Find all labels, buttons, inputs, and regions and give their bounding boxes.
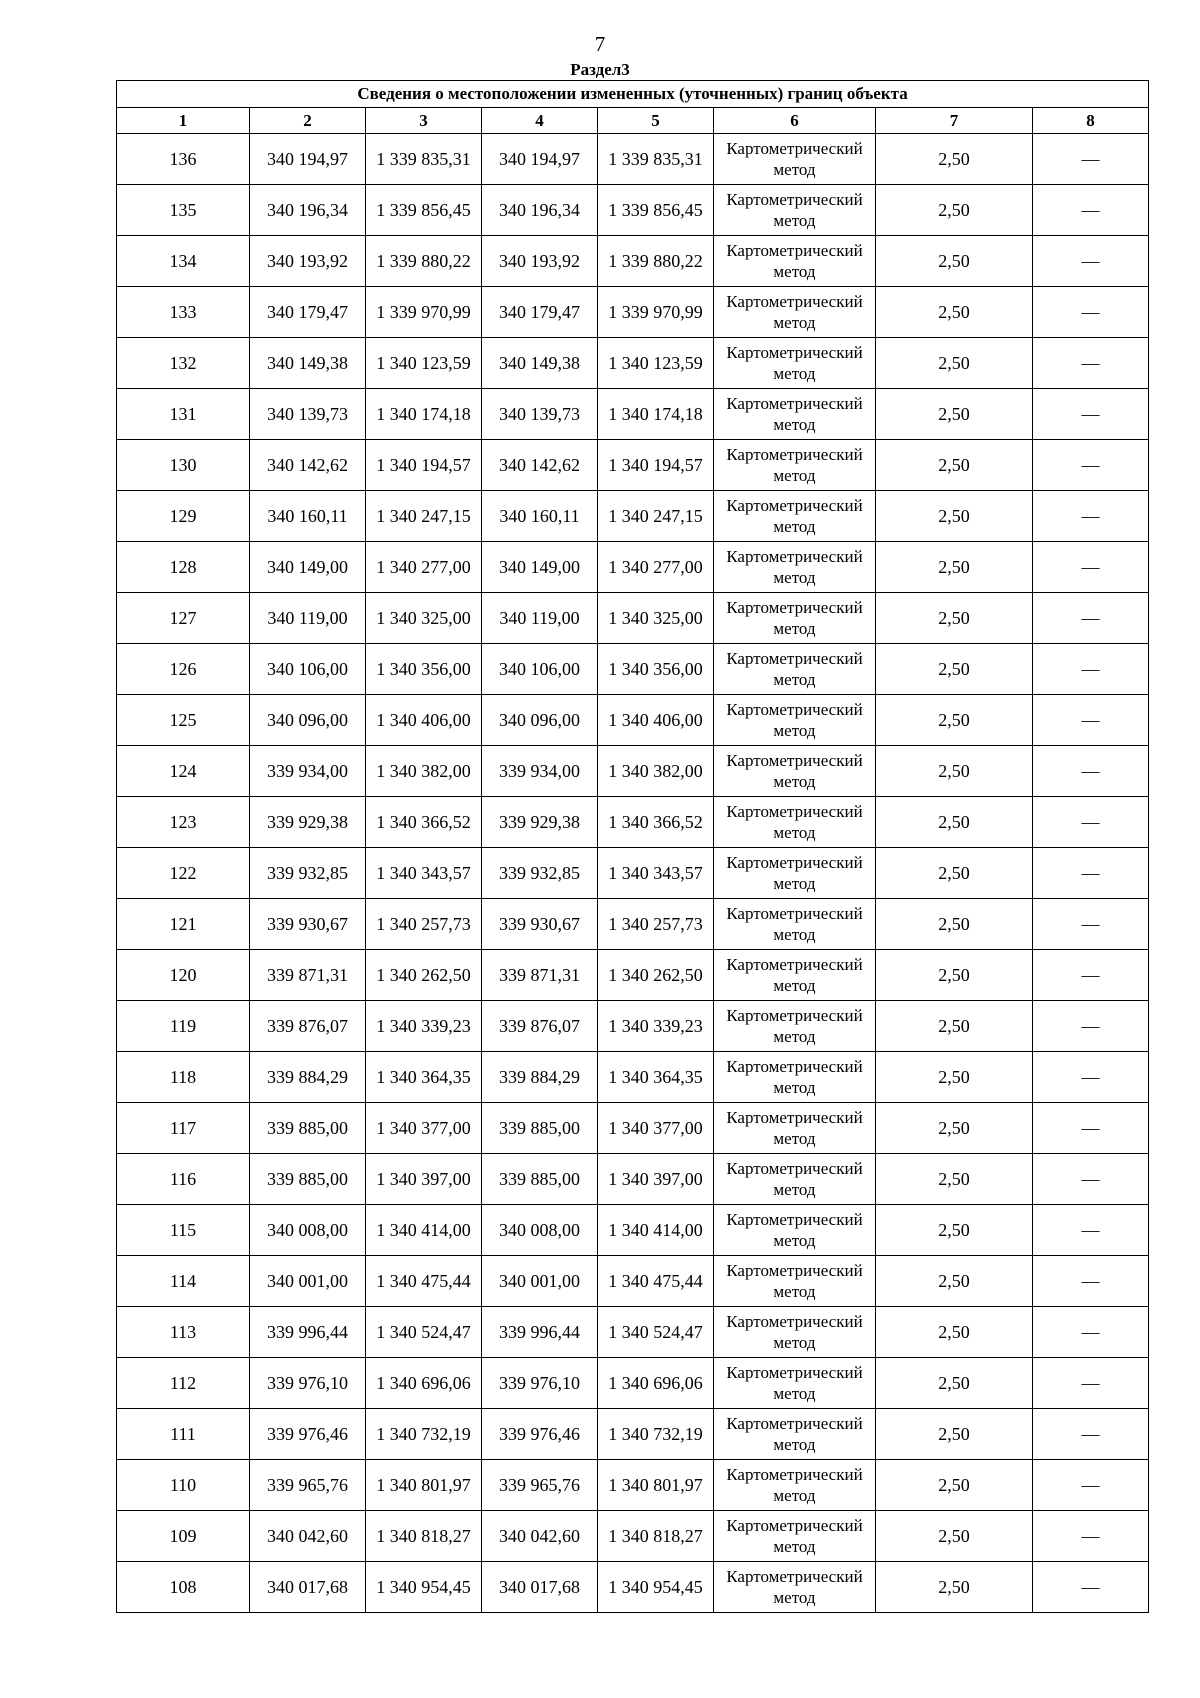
existing-y-cell: 1 340 397,00	[366, 1154, 482, 1205]
new-x-cell: 340 008,00	[482, 1205, 598, 1256]
point-number-cell: 127	[117, 593, 250, 644]
new-y-cell: 1 340 406,00	[598, 695, 714, 746]
existing-y-cell: 1 340 406,00	[366, 695, 482, 746]
existing-x-cell: 340 142,62	[250, 440, 366, 491]
page-number: 7	[594, 32, 606, 56]
point-number-cell: 121	[117, 899, 250, 950]
table-row	[117, 848, 1149, 899]
new-x-cell: 339 996,44	[482, 1307, 598, 1358]
table-row	[117, 1307, 1149, 1358]
existing-y-cell: 1 339 970,99	[366, 287, 482, 338]
new-y-cell: 1 339 856,45	[598, 185, 714, 236]
point-number-cell: 135	[117, 185, 250, 236]
method-cell: Картометрический метод	[714, 644, 876, 695]
new-y-cell: 1 340 524,47	[598, 1307, 714, 1358]
description-cell: —	[1033, 1358, 1149, 1409]
accuracy-cell: 2,50	[876, 1358, 1033, 1409]
description-cell: —	[1033, 1460, 1149, 1511]
point-number-cell: 112	[117, 1358, 250, 1409]
accuracy-cell: 2,50	[876, 797, 1033, 848]
existing-x-cell: 339 885,00	[250, 1103, 366, 1154]
new-x-cell: 340 160,11	[482, 491, 598, 542]
method-cell: Картометрический метод	[714, 1205, 876, 1256]
accuracy-cell: 2,50	[876, 491, 1033, 542]
method-cell: Картометрический метод	[714, 185, 876, 236]
new-y-cell: 1 340 414,00	[598, 1205, 714, 1256]
existing-y-cell: 1 340 194,57	[366, 440, 482, 491]
point-number-cell: 120	[117, 950, 250, 1001]
point-number-cell: 134	[117, 236, 250, 287]
point-number-cell: 132	[117, 338, 250, 389]
table-row	[117, 950, 1149, 1001]
new-y-cell: 1 340 194,57	[598, 440, 714, 491]
point-number-cell: 136	[117, 134, 250, 185]
existing-y-cell: 1 340 277,00	[366, 542, 482, 593]
new-x-cell: 340 193,92	[482, 236, 598, 287]
coordinates-table	[116, 80, 1149, 1613]
method-cell: Картометрический метод	[714, 848, 876, 899]
accuracy-cell: 2,50	[876, 644, 1033, 695]
description-cell: —	[1033, 338, 1149, 389]
method-cell: Картометрический метод	[714, 1154, 876, 1205]
point-number-cell: 115	[117, 1205, 250, 1256]
method-cell: Картометрический метод	[714, 1052, 876, 1103]
method-cell: Картометрический метод	[714, 542, 876, 593]
table-row	[117, 593, 1149, 644]
method-cell: Картометрический метод	[714, 1358, 876, 1409]
column-number: 1	[117, 108, 250, 134]
point-number-cell: 113	[117, 1307, 250, 1358]
new-y-cell: 1 340 343,57	[598, 848, 714, 899]
new-x-cell: 340 179,47	[482, 287, 598, 338]
existing-y-cell: 1 340 414,00	[366, 1205, 482, 1256]
method-cell: Картометрический метод	[714, 1409, 876, 1460]
description-cell: —	[1033, 1205, 1149, 1256]
existing-y-cell: 1 340 801,97	[366, 1460, 482, 1511]
point-number-cell: 109	[117, 1511, 250, 1562]
existing-y-cell: 1 340 954,45	[366, 1562, 482, 1613]
accuracy-cell: 2,50	[876, 1460, 1033, 1511]
new-x-cell: 339 976,10	[482, 1358, 598, 1409]
accuracy-cell: 2,50	[876, 440, 1033, 491]
existing-x-cell: 339 884,29	[250, 1052, 366, 1103]
table-row	[117, 491, 1149, 542]
description-cell: —	[1033, 1511, 1149, 1562]
existing-y-cell: 1 340 339,23	[366, 1001, 482, 1052]
point-number-cell: 125	[117, 695, 250, 746]
existing-x-cell: 339 871,31	[250, 950, 366, 1001]
point-number-cell: 123	[117, 797, 250, 848]
point-number-cell: 130	[117, 440, 250, 491]
new-x-cell: 339 976,46	[482, 1409, 598, 1460]
description-cell: —	[1033, 848, 1149, 899]
method-cell: Картометрический метод	[714, 695, 876, 746]
existing-y-cell: 1 340 174,18	[366, 389, 482, 440]
existing-x-cell: 340 194,97	[250, 134, 366, 185]
new-x-cell: 339 965,76	[482, 1460, 598, 1511]
new-x-cell: 340 196,34	[482, 185, 598, 236]
existing-x-cell: 339 876,07	[250, 1001, 366, 1052]
new-x-cell: 339 885,00	[482, 1154, 598, 1205]
table-row	[117, 236, 1149, 287]
method-cell: Картометрический метод	[714, 1256, 876, 1307]
new-x-cell: 339 876,07	[482, 1001, 598, 1052]
table-row	[117, 338, 1149, 389]
description-cell: —	[1033, 1409, 1149, 1460]
accuracy-cell: 2,50	[876, 848, 1033, 899]
method-cell: Картометрический метод	[714, 338, 876, 389]
existing-x-cell: 340 149,00	[250, 542, 366, 593]
method-cell: Картометрический метод	[714, 1562, 876, 1613]
method-cell: Картометрический метод	[714, 899, 876, 950]
new-x-cell: 339 932,85	[482, 848, 598, 899]
table-row	[117, 1256, 1149, 1307]
accuracy-cell: 2,50	[876, 1256, 1033, 1307]
method-cell: Картометрический метод	[714, 287, 876, 338]
existing-x-cell: 339 930,67	[250, 899, 366, 950]
method-cell: Картометрический метод	[714, 491, 876, 542]
existing-x-cell: 340 149,38	[250, 338, 366, 389]
table-row	[117, 797, 1149, 848]
section-title: Раздел3	[570, 60, 630, 79]
new-y-cell: 1 340 277,00	[598, 542, 714, 593]
new-y-cell: 1 340 732,19	[598, 1409, 714, 1460]
new-y-cell: 1 340 356,00	[598, 644, 714, 695]
existing-x-cell: 340 196,34	[250, 185, 366, 236]
table-row	[117, 389, 1149, 440]
table-row	[117, 1511, 1149, 1562]
method-cell: Картометрический метод	[714, 134, 876, 185]
new-x-cell: 339 934,00	[482, 746, 598, 797]
table-row	[117, 440, 1149, 491]
new-y-cell: 1 340 366,52	[598, 797, 714, 848]
accuracy-cell: 2,50	[876, 1562, 1033, 1613]
table-body	[117, 134, 1149, 1613]
new-x-cell: 339 871,31	[482, 950, 598, 1001]
accuracy-cell: 2,50	[876, 236, 1033, 287]
table-row	[117, 1103, 1149, 1154]
method-cell: Картометрический метод	[714, 1103, 876, 1154]
existing-y-cell: 1 340 475,44	[366, 1256, 482, 1307]
existing-x-cell: 340 106,00	[250, 644, 366, 695]
table-row	[117, 542, 1149, 593]
description-cell: —	[1033, 491, 1149, 542]
new-y-cell: 1 340 262,50	[598, 950, 714, 1001]
description-cell: —	[1033, 695, 1149, 746]
description-cell: —	[1033, 1307, 1149, 1358]
new-y-cell: 1 340 818,27	[598, 1511, 714, 1562]
accuracy-cell: 2,50	[876, 593, 1033, 644]
point-number-cell: 124	[117, 746, 250, 797]
existing-x-cell: 340 119,00	[250, 593, 366, 644]
new-x-cell: 340 142,62	[482, 440, 598, 491]
table-row	[117, 185, 1149, 236]
accuracy-cell: 2,50	[876, 287, 1033, 338]
existing-x-cell: 340 017,68	[250, 1562, 366, 1613]
description-cell: —	[1033, 1001, 1149, 1052]
new-y-cell: 1 339 970,99	[598, 287, 714, 338]
accuracy-cell: 2,50	[876, 389, 1033, 440]
description-cell: —	[1033, 440, 1149, 491]
existing-x-cell: 340 001,00	[250, 1256, 366, 1307]
existing-x-cell: 340 179,47	[250, 287, 366, 338]
table-row	[117, 644, 1149, 695]
table-caption: Сведения о местоположении измененных (уточненных) границ объекта	[117, 81, 1149, 108]
accuracy-cell: 2,50	[876, 899, 1033, 950]
new-x-cell: 339 930,67	[482, 899, 598, 950]
new-y-cell: 1 340 325,00	[598, 593, 714, 644]
accuracy-cell: 2,50	[876, 1154, 1033, 1205]
point-number-cell: 128	[117, 542, 250, 593]
accuracy-cell: 2,50	[876, 338, 1033, 389]
existing-y-cell: 1 340 325,00	[366, 593, 482, 644]
method-cell: Картометрический метод	[714, 440, 876, 491]
description-cell: —	[1033, 389, 1149, 440]
description-cell: —	[1033, 1103, 1149, 1154]
point-number-cell: 110	[117, 1460, 250, 1511]
point-number-cell: 131	[117, 389, 250, 440]
new-y-cell: 1 340 801,97	[598, 1460, 714, 1511]
column-number-row	[117, 108, 1149, 134]
description-cell: —	[1033, 899, 1149, 950]
existing-y-cell: 1 340 356,00	[366, 644, 482, 695]
table-row	[117, 695, 1149, 746]
table-row	[117, 899, 1149, 950]
description-cell: —	[1033, 593, 1149, 644]
existing-y-cell: 1 339 856,45	[366, 185, 482, 236]
method-cell: Картометрический метод	[714, 797, 876, 848]
description-cell: —	[1033, 1256, 1149, 1307]
accuracy-cell: 2,50	[876, 1409, 1033, 1460]
point-number-cell: 116	[117, 1154, 250, 1205]
description-cell: —	[1033, 236, 1149, 287]
point-number-cell: 126	[117, 644, 250, 695]
column-number: 8	[1033, 108, 1149, 134]
column-number: 2	[250, 108, 366, 134]
description-cell: —	[1033, 644, 1149, 695]
existing-y-cell: 1 340 377,00	[366, 1103, 482, 1154]
accuracy-cell: 2,50	[876, 134, 1033, 185]
new-x-cell: 340 042,60	[482, 1511, 598, 1562]
new-x-cell: 340 139,73	[482, 389, 598, 440]
table-row	[117, 1562, 1149, 1613]
existing-y-cell: 1 340 732,19	[366, 1409, 482, 1460]
column-number: 4	[482, 108, 598, 134]
table-row	[117, 1409, 1149, 1460]
existing-y-cell: 1 340 262,50	[366, 950, 482, 1001]
new-y-cell: 1 340 339,23	[598, 1001, 714, 1052]
description-cell: —	[1033, 542, 1149, 593]
new-x-cell: 340 194,97	[482, 134, 598, 185]
existing-y-cell: 1 340 257,73	[366, 899, 482, 950]
new-x-cell: 339 929,38	[482, 797, 598, 848]
existing-x-cell: 340 193,92	[250, 236, 366, 287]
existing-y-cell: 1 340 524,47	[366, 1307, 482, 1358]
method-cell: Картометрический метод	[714, 1001, 876, 1052]
table-row	[117, 1052, 1149, 1103]
accuracy-cell: 2,50	[876, 950, 1033, 1001]
accuracy-cell: 2,50	[876, 1511, 1033, 1562]
accuracy-cell: 2,50	[876, 542, 1033, 593]
table-row	[117, 1358, 1149, 1409]
table-row	[117, 1460, 1149, 1511]
accuracy-cell: 2,50	[876, 1052, 1033, 1103]
description-cell: —	[1033, 1052, 1149, 1103]
new-y-cell: 1 340 475,44	[598, 1256, 714, 1307]
existing-x-cell: 339 996,44	[250, 1307, 366, 1358]
existing-x-cell: 339 932,85	[250, 848, 366, 899]
point-number-cell: 122	[117, 848, 250, 899]
new-y-cell: 1 340 123,59	[598, 338, 714, 389]
description-cell: —	[1033, 287, 1149, 338]
table-row	[117, 1001, 1149, 1052]
new-x-cell: 339 884,29	[482, 1052, 598, 1103]
new-x-cell: 340 149,00	[482, 542, 598, 593]
accuracy-cell: 2,50	[876, 1103, 1033, 1154]
description-cell: —	[1033, 950, 1149, 1001]
existing-y-cell: 1 340 247,15	[366, 491, 482, 542]
existing-y-cell: 1 340 696,06	[366, 1358, 482, 1409]
existing-x-cell: 340 096,00	[250, 695, 366, 746]
accuracy-cell: 2,50	[876, 695, 1033, 746]
description-cell: —	[1033, 134, 1149, 185]
existing-x-cell: 340 139,73	[250, 389, 366, 440]
column-number: 7	[876, 108, 1033, 134]
existing-x-cell: 339 929,38	[250, 797, 366, 848]
description-cell: —	[1033, 797, 1149, 848]
existing-y-cell: 1 340 364,35	[366, 1052, 482, 1103]
new-x-cell: 340 149,38	[482, 338, 598, 389]
point-number-cell: 108	[117, 1562, 250, 1613]
existing-y-cell: 1 340 343,57	[366, 848, 482, 899]
column-number: 5	[598, 108, 714, 134]
accuracy-cell: 2,50	[876, 1001, 1033, 1052]
column-number: 3	[366, 108, 482, 134]
new-y-cell: 1 340 257,73	[598, 899, 714, 950]
existing-x-cell: 340 160,11	[250, 491, 366, 542]
new-y-cell: 1 340 397,00	[598, 1154, 714, 1205]
method-cell: Картометрический метод	[714, 389, 876, 440]
accuracy-cell: 2,50	[876, 185, 1033, 236]
table-row	[117, 134, 1149, 185]
table-row	[117, 1205, 1149, 1256]
existing-x-cell: 340 042,60	[250, 1511, 366, 1562]
new-x-cell: 340 001,00	[482, 1256, 598, 1307]
method-cell: Картометрический метод	[714, 1511, 876, 1562]
table-row	[117, 287, 1149, 338]
existing-x-cell: 339 976,10	[250, 1358, 366, 1409]
table-row	[117, 1154, 1149, 1205]
point-number-cell: 119	[117, 1001, 250, 1052]
point-number-cell: 118	[117, 1052, 250, 1103]
existing-x-cell: 340 008,00	[250, 1205, 366, 1256]
accuracy-cell: 2,50	[876, 1307, 1033, 1358]
accuracy-cell: 2,50	[876, 1205, 1033, 1256]
table-row	[117, 746, 1149, 797]
description-cell: —	[1033, 185, 1149, 236]
method-cell: Картометрический метод	[714, 1460, 876, 1511]
column-number: 6	[714, 108, 876, 134]
new-x-cell: 340 119,00	[482, 593, 598, 644]
description-cell: —	[1033, 746, 1149, 797]
new-y-cell: 1 340 174,18	[598, 389, 714, 440]
point-number-cell: 114	[117, 1256, 250, 1307]
point-number-cell: 129	[117, 491, 250, 542]
method-cell: Картометрический метод	[714, 1307, 876, 1358]
existing-x-cell: 339 965,76	[250, 1460, 366, 1511]
existing-y-cell: 1 340 123,59	[366, 338, 482, 389]
point-number-cell: 111	[117, 1409, 250, 1460]
method-cell: Картометрический метод	[714, 746, 876, 797]
new-y-cell: 1 340 954,45	[598, 1562, 714, 1613]
method-cell: Картометрический метод	[714, 236, 876, 287]
method-cell: Картометрический метод	[714, 593, 876, 644]
method-cell: Картометрический метод	[714, 950, 876, 1001]
new-x-cell: 340 106,00	[482, 644, 598, 695]
existing-y-cell: 1 339 880,22	[366, 236, 482, 287]
existing-x-cell: 339 885,00	[250, 1154, 366, 1205]
point-number-cell: 133	[117, 287, 250, 338]
existing-y-cell: 1 340 818,27	[366, 1511, 482, 1562]
description-cell: —	[1033, 1154, 1149, 1205]
new-y-cell: 1 339 835,31	[598, 134, 714, 185]
new-x-cell: 340 096,00	[482, 695, 598, 746]
existing-y-cell: 1 340 366,52	[366, 797, 482, 848]
new-y-cell: 1 340 247,15	[598, 491, 714, 542]
description-cell: —	[1033, 1562, 1149, 1613]
accuracy-cell: 2,50	[876, 746, 1033, 797]
existing-y-cell: 1 339 835,31	[366, 134, 482, 185]
new-y-cell: 1 340 382,00	[598, 746, 714, 797]
existing-x-cell: 339 934,00	[250, 746, 366, 797]
new-y-cell: 1 339 880,22	[598, 236, 714, 287]
new-x-cell: 340 017,68	[482, 1562, 598, 1613]
new-y-cell: 1 340 696,06	[598, 1358, 714, 1409]
point-number-cell: 117	[117, 1103, 250, 1154]
new-x-cell: 339 885,00	[482, 1103, 598, 1154]
new-y-cell: 1 340 377,00	[598, 1103, 714, 1154]
existing-y-cell: 1 340 382,00	[366, 746, 482, 797]
existing-x-cell: 339 976,46	[250, 1409, 366, 1460]
new-y-cell: 1 340 364,35	[598, 1052, 714, 1103]
